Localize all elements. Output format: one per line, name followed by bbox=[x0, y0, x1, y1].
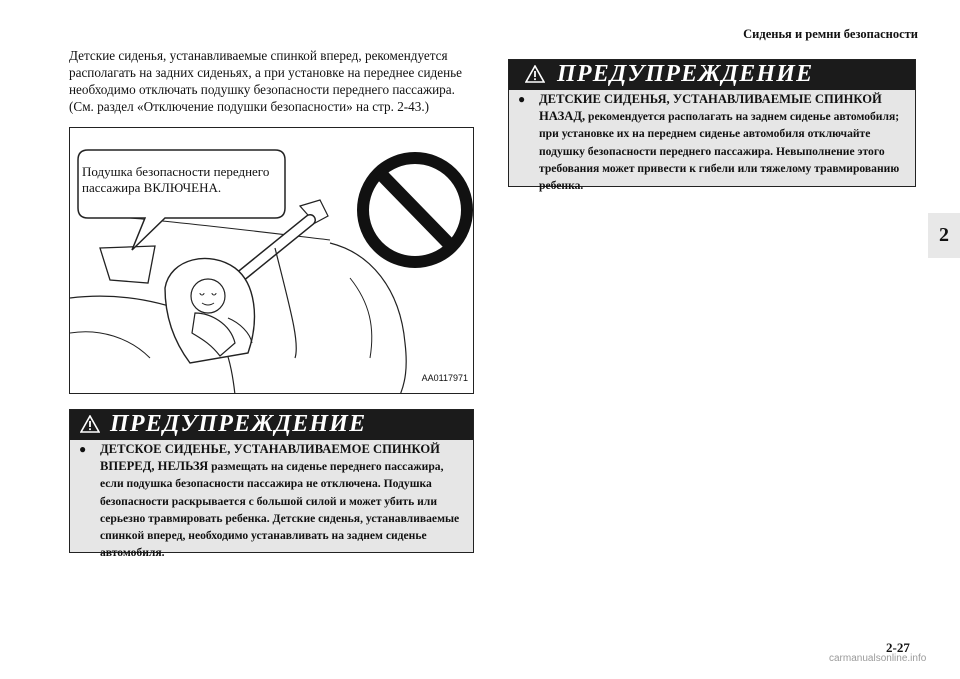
intro-paragraph: Детские сиденья, устанавливаемые спинкой вперед, рекомендуется располагать на задних сиденьях, а при установке на переднее сиденье необходимо отключать подушку безопасности переднего пассажира. (См. раздел «Отключение подушки безопасности» на стр. 2-43.) bbox=[69, 48, 463, 114]
page-number: 2-27 bbox=[886, 640, 910, 655]
warning-triangle-icon bbox=[80, 415, 100, 433]
illustration-box bbox=[69, 127, 474, 394]
bullet-icon: ● bbox=[518, 92, 526, 106]
warning-box-rear-facing bbox=[508, 59, 916, 193]
warning-text: размещать на сиденье переднего пассажира, если подушка безопасности пассажира не отключена. Подушка безопасности раскрывается с большой силой и может убить или серьезно травмировать ребенка. Детские сиденья, устанавливаемые спинкой вперед, необходимо устанавливать на заднем сиденье автомобиля. bbox=[100, 460, 460, 560]
warning-text: рекомендуется располагать на заднем сиденье автомобиля; при установке их на переднем сиденье автомобиля отключайте подушку безопасности переднего пассажира. Невыполнение этого требования может привести к гибели или тяжелому травмированию ребенка. bbox=[539, 110, 900, 193]
warning-title: ПРЕДУПРЕЖДЕНИЕ bbox=[110, 411, 367, 437]
warning-body bbox=[79, 441, 463, 561]
warning-body bbox=[518, 91, 905, 194]
figure-code: AA0117971 bbox=[421, 373, 468, 383]
bullet-icon: ● bbox=[79, 442, 87, 456]
section-header: Сиденья и ремни безопасности bbox=[743, 27, 918, 41]
warning-title: ПРЕДУПРЕЖДЕНИЕ bbox=[557, 61, 814, 87]
watermark: carmanualsonline.info bbox=[829, 653, 927, 664]
warning-lead: ДЕТСКИЕ СИДЕНЬЯ, УСТАНАВЛИВАЕМЫЕ СПИНКОЙ НАЗАД, bbox=[539, 92, 882, 124]
warning-header bbox=[509, 60, 915, 90]
chapter-tab: 2 bbox=[928, 213, 960, 258]
warning-box-forward-facing bbox=[69, 409, 474, 560]
warning-header bbox=[70, 410, 473, 440]
airbag-on-callout: Подушка безопасности переднего пассажира ВКЛЮЧЕНА. bbox=[82, 164, 270, 195]
warning-lead: ДЕТСКОЕ СИДЕНЬЕ, УСТАНАВЛИВАЕМОЕ СПИНКОЙ ВПЕРЕД, НЕЛЬЗЯ bbox=[100, 442, 440, 474]
warning-triangle-icon bbox=[525, 65, 545, 83]
no-entry-icon bbox=[363, 158, 467, 262]
